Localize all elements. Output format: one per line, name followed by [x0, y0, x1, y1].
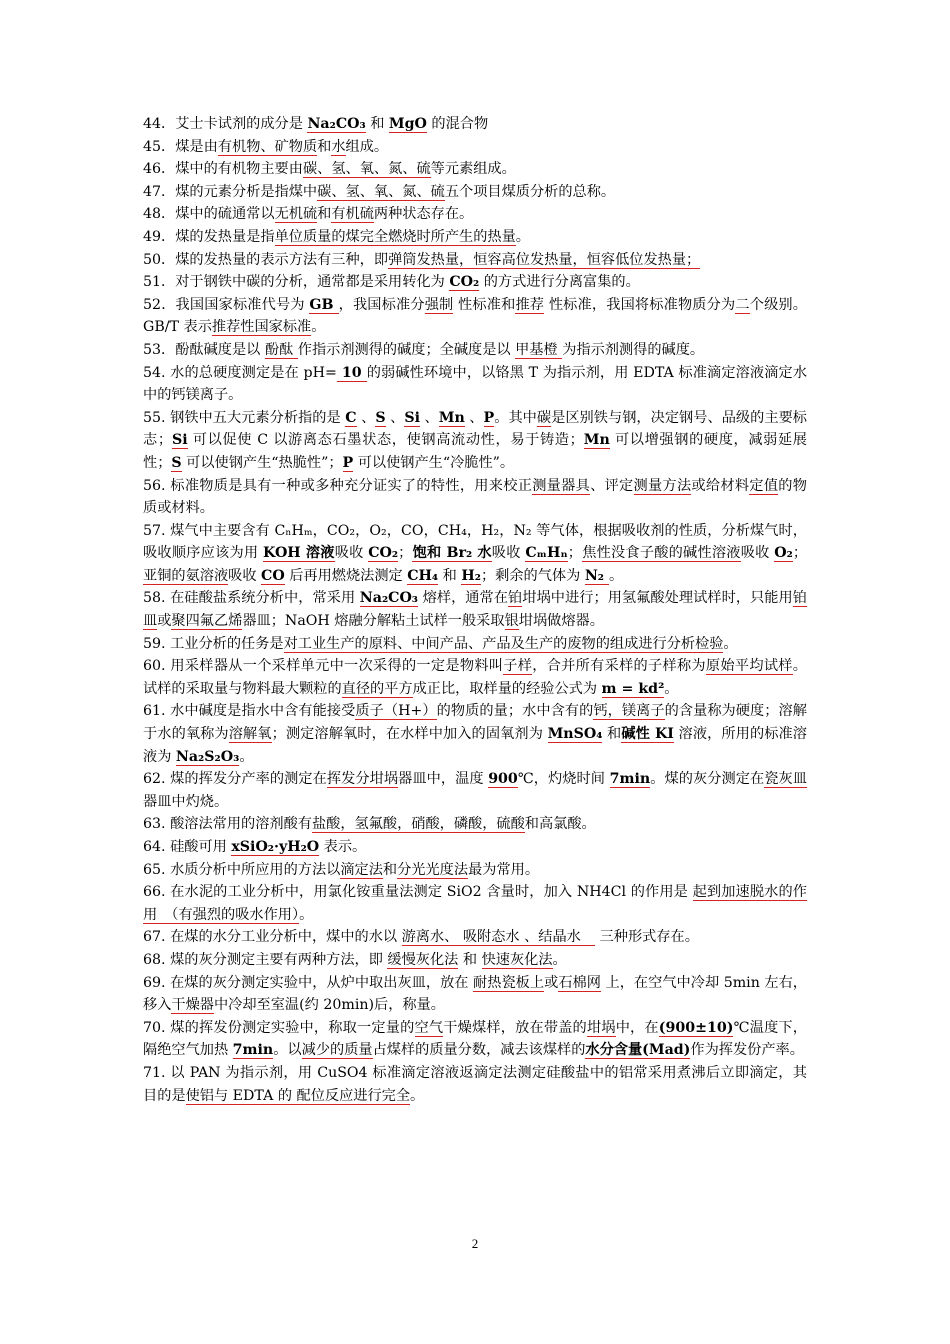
- answer-blank: 单位质量的煤完全燃烧时所产生的热量: [274, 228, 516, 245]
- question-text: 可以增强钢的硬度，减弱延展性；: [143, 432, 807, 471]
- answer-blank: Mn: [438, 409, 465, 426]
- question-item: [143, 836, 807, 859]
- answer-blank: 酚酞: [264, 341, 298, 358]
- question-text: 的物质的量；水中含有的: [436, 703, 594, 720]
- answer-blank: 10: [336, 364, 367, 381]
- answer-blank: Si: [172, 432, 188, 449]
- question-text: ，合并所有采样的子样称为: [532, 658, 706, 675]
- answer-blank: 石棉网: [558, 974, 601, 991]
- question-text: 组成。: [345, 138, 389, 155]
- question-text: 。以: [273, 1042, 302, 1059]
- answer-blank: 强制: [424, 296, 454, 313]
- answer-blank: P: [483, 409, 495, 426]
- answer-blank: Na₂CO₃: [359, 590, 419, 607]
- question-text: 71. 以 PAN 为指示剂，用 CuSO4 标准滴定溶液返滴定法测定硅酸盐中的铝常采用煮沸后立即滴定，其目的是: [143, 1064, 807, 1104]
- answer-blank: Na₂CO₃: [307, 116, 366, 132]
- question-item: [143, 136, 807, 159]
- answer-blank: 碳: [536, 409, 552, 426]
- question-text: 为指示剂测得的碱度。: [562, 341, 705, 358]
- answer-blank: 饱和 Br₂ 水: [412, 545, 492, 562]
- question-text: 中冷却至室温(约 20min)后，称量。: [213, 997, 445, 1014]
- answer-blank: S: [171, 454, 182, 471]
- question-item: [143, 972, 807, 1017]
- question-text: 61. 水中碱度是指水中含有能接受: [143, 703, 356, 720]
- answer-blank: CO: [261, 567, 285, 584]
- question-text: 性标准和: [453, 296, 516, 313]
- question-text: 58. 在硅酸盐系统分析中，常采用: [143, 590, 360, 607]
- question-text: 和: [438, 567, 462, 584]
- answer-blank: 原始平均试样: [705, 658, 793, 675]
- question-text: 52．我国国家标准代号为: [143, 296, 310, 313]
- question-text: 。其中: [494, 409, 537, 426]
- question-text: 57. 煤气中主要含有 CₙHₘ，CO₂，O₂，CO，CH₄，H₂，N₂ 等气体，根据吸收剂的性质，分析煤气时，吸收顺序应该为用: [143, 522, 807, 562]
- question-text: 个级别。GB/T 表示: [143, 296, 807, 336]
- question-text: 68. 煤的灰分测定主要有两种方法，即: [143, 951, 388, 968]
- question-item: [143, 475, 807, 520]
- question-text: 最为常用。: [468, 861, 540, 878]
- question-item: [143, 926, 807, 949]
- question-text: 63. 酸溶法常用的溶剂酸有: [143, 816, 312, 833]
- question-text: 49．煤的发热量是指: [143, 228, 275, 245]
- answer-blank: 挥发分坩埚: [326, 771, 399, 788]
- answer-blank: H₂: [461, 567, 481, 584]
- question-text: 作指示剂测得的碱度；全碱度是以: [297, 341, 516, 358]
- question-text: 69. 在煤的灰分测定实验中，从炉中取出灰皿，放在: [143, 974, 474, 991]
- question-text: 、评定: [590, 477, 634, 494]
- question-text: 。: [239, 748, 254, 765]
- answer-blank: 起到加速脱水的作用 （有强烈的吸水作用）: [143, 884, 807, 923]
- answer-blank: 水分含量(Mad): [585, 1042, 691, 1059]
- question-item: [143, 587, 807, 632]
- answer-blank: (900±10): [658, 1019, 734, 1036]
- answer-blank: O₂: [774, 545, 793, 562]
- answer-blank: 坩埚: [586, 1019, 616, 1036]
- answer-blank: N₂: [584, 567, 609, 584]
- question-text: 66. 在水泥的工业分析中，用氯化铵重量法测定 SiO2 含量时，加入 NH4Cl 的作用是: [143, 884, 693, 901]
- answer-blank: 有机硫: [331, 206, 374, 223]
- answer-blank: MgO: [388, 116, 427, 132]
- answer-blank: 溶解氧: [228, 726, 272, 743]
- question-text: 64. 硅酸可用: [143, 839, 232, 855]
- question-text: 。: [608, 567, 624, 584]
- question-text: 。试样的采取量与物料最大颗粒的: [143, 658, 807, 697]
- question-item: [143, 339, 807, 362]
- question-item: [143, 249, 807, 272]
- answer-blank: m = kd²: [601, 680, 665, 697]
- answer-blank: C: [345, 409, 357, 426]
- question-text: 或给材料: [691, 477, 750, 494]
- question-text: 坩埚做熔器。: [518, 613, 604, 630]
- question-text: ；: [567, 545, 582, 562]
- question-text: 50．煤的发热量的表示方法有三种，即: [143, 251, 389, 268]
- answer-blank: S: [375, 409, 386, 426]
- question-text: 。: [552, 951, 567, 968]
- answer-blank: xSiO₂·yH₂O: [231, 839, 320, 855]
- question-item: [143, 633, 807, 656]
- answer-blank: CO₂: [449, 274, 480, 291]
- question-item: [143, 949, 807, 972]
- answer-blank: 焦性没食子酸的碱性溶液: [581, 545, 741, 562]
- answer-blank: 滴定法: [340, 861, 383, 878]
- question-text: 。: [410, 1087, 425, 1104]
- question-item: [143, 294, 807, 339]
- answer-blank: 缓慢灰化法: [387, 951, 459, 968]
- question-text: 53．酚酞碱度是以: [143, 341, 265, 358]
- question-text: 上，在空气中冷却 5min 左右，移入: [143, 974, 807, 1014]
- answer-blank: Na₂S₂O₃: [175, 748, 240, 765]
- question-item: [143, 655, 807, 700]
- question-text: 65. 水质分析中所应用的方法以: [143, 861, 341, 878]
- answer-blank: Si: [404, 409, 420, 426]
- question-text: 是区别铁与钢，决定钢号、品级的主要标志；: [143, 409, 807, 449]
- answer-blank: 空气: [414, 1019, 444, 1036]
- question-text: 和: [317, 138, 332, 155]
- question-text: 70. 煤的挥发份测定实验中，称取一定量的: [143, 1019, 415, 1036]
- question-text: 五个项目煤质分析的总称。: [444, 183, 616, 200]
- question-text: 60. 用采样器从一个采样单元中一次采得的一定是物料叫: [143, 658, 504, 675]
- answer-blank: CO₂: [368, 545, 399, 562]
- answer-blank: 质子（H+）: [355, 703, 437, 720]
- question-text: 。: [515, 228, 530, 245]
- question-text: 的混合物: [426, 116, 489, 132]
- question-text: 等元素组成。: [430, 161, 516, 178]
- answer-blank: 耐热瓷板上: [473, 974, 545, 991]
- question-text: 后再用燃烧法测定: [284, 567, 408, 584]
- question-text: 51．对于钢铁中碳的分析，通常都是采用转化为: [143, 274, 450, 291]
- question-text: 中，在: [615, 1019, 659, 1036]
- question-text: 55. 钢铁中五大元素分析指的是: [143, 409, 346, 426]
- question-text: 59. 工业分析的任务是: [143, 635, 284, 652]
- question-text: 或: [544, 974, 559, 991]
- question-text: ；: [792, 545, 808, 562]
- question-text: 坩埚中进行；用氢氟酸处理试样时，只能用: [522, 590, 793, 607]
- question-text: 和: [382, 861, 398, 878]
- question-item: [143, 271, 807, 294]
- question-text: 三种形式存在。: [595, 929, 699, 946]
- answer-blank: 铂: [508, 590, 523, 607]
- answer-blank: GB: [309, 296, 339, 313]
- question-item: [143, 1062, 807, 1107]
- question-text: 54. 水的总硬度测定是在 pH=: [143, 364, 337, 381]
- question-item: [143, 407, 807, 475]
- question-text: 48．煤中的硫通常以: [143, 206, 275, 223]
- question-item: [143, 813, 807, 836]
- answer-blank: 7min: [232, 1042, 274, 1059]
- question-text: 表示。: [319, 839, 367, 855]
- question-item: [143, 362, 807, 407]
- question-text: 的方式进行分离富集的。: [479, 274, 640, 291]
- document-body: [143, 113, 807, 1107]
- question-item: [143, 181, 807, 204]
- answer-blank: 使铝与 EDTA 的 配位反应进行完全: [185, 1087, 411, 1104]
- answer-blank: 铂皿: [143, 590, 807, 630]
- question-item: [143, 113, 807, 136]
- question-text: 的物质或材料。: [143, 477, 807, 517]
- answer-blank: 减少的质量: [301, 1042, 373, 1059]
- answer-blank: 干燥器: [171, 997, 214, 1014]
- question-text: 吸收: [491, 545, 526, 562]
- question-text: 占煤样的质量分数，减去该煤样的: [372, 1042, 586, 1059]
- answer-blank: 7min: [609, 771, 651, 788]
- question-text: 、: [385, 409, 405, 426]
- question-text: ℃，灼烧时间: [517, 771, 610, 788]
- question-text: 的弱碱性环境中，以铬黑 T 为指示剂，用 EDTA 标准滴定溶液滴定水中的钙镁离子。: [143, 364, 808, 404]
- question-item: [143, 1017, 807, 1062]
- answer-blank: 直径的平方: [341, 680, 413, 697]
- answer-blank: P: [342, 454, 354, 471]
- question-text: 56. 标准物质是具有一种或多种充分证实了的特性，用来校正: [143, 477, 533, 494]
- question-text: 45．煤是由: [143, 138, 218, 155]
- answer-blank: Mn: [583, 432, 610, 449]
- question-item: [143, 768, 807, 813]
- question-text: 和: [317, 206, 332, 223]
- question-item: [143, 859, 807, 882]
- question-text: ℃温度下，隔绝空气加热: [143, 1019, 807, 1059]
- answer-blank: 碱性 KI: [621, 726, 674, 743]
- answer-blank: 钙，镁离子: [593, 703, 665, 720]
- question-text: 。: [299, 906, 314, 923]
- question-text: 。煤的灰分测定在: [650, 771, 765, 788]
- page-number: 2: [471, 1236, 479, 1251]
- question-text: 的含量称为硬度；溶解于水的氧称为: [143, 703, 807, 743]
- question-text: 可以促使 C 以游离态石墨状态，使钢高流动性，易于铸造；: [187, 432, 584, 449]
- question-item: [143, 881, 807, 926]
- question-text: 可以使钢产生“热脆性”；: [181, 454, 343, 471]
- answer-blank: 聚四氟乙烯: [171, 613, 243, 630]
- answer-blank: 对工业生产的原料、中间产品、产品及生产的废物的组成进行分析检验: [283, 635, 724, 652]
- question-text: 和: [602, 726, 622, 743]
- answer-blank: 定值: [749, 477, 779, 494]
- question-text: 或: [157, 613, 172, 630]
- question-item: [143, 158, 807, 181]
- question-text: 44．艾士卡试剂的成分是: [143, 116, 308, 132]
- question-text: 作为挥发份产率。: [690, 1042, 804, 1059]
- question-text: 、: [464, 409, 484, 426]
- answer-blank: 弹筒发热量，恒容高位发热量，恒容低位发热量；: [388, 251, 701, 268]
- question-text: 熔样，通常在: [418, 590, 509, 607]
- question-text: 可以使钢产生“冷脆性”。: [353, 454, 515, 471]
- question-text: 两种状态存在。: [373, 206, 474, 223]
- answer-blank: 推荐: [515, 296, 545, 313]
- question-text: 器皿中灼烧。: [143, 793, 229, 810]
- answer-blank: KOH 溶液: [263, 545, 335, 562]
- answer-blank: 有机物、矿物质: [217, 138, 318, 155]
- question-text: ；剩余的气体为: [480, 567, 585, 584]
- answer-blank: 子样: [503, 658, 533, 675]
- question-text: 吸收: [740, 545, 775, 562]
- question-text: 、: [356, 409, 376, 426]
- answer-blank: 瓷灰皿: [764, 771, 807, 788]
- answer-blank: 快速灰化法: [481, 951, 553, 968]
- answer-blank: 推荐性国家标准: [211, 319, 312, 336]
- question-text: 成正比，取样量的经验公式为: [412, 680, 602, 697]
- answer-blank: 水: [331, 138, 346, 155]
- question-text: 、: [419, 409, 439, 426]
- answer-blank: 测量方法: [633, 477, 692, 494]
- question-text: ，我国标准分: [338, 296, 425, 313]
- answer-blank: 碳、氢、氧、氮、硫: [317, 183, 445, 200]
- question-text: ；: [398, 545, 413, 562]
- answer-blank: CₘHₙ: [525, 545, 568, 562]
- question-item: [143, 520, 807, 588]
- question-text: 62. 煤的挥发分产率的测定在: [143, 771, 327, 788]
- question-text: 和: [458, 951, 482, 968]
- question-text: ；测定溶解氧时，在水样中加入的固氧剂为: [271, 726, 548, 743]
- answer-blank: 甲基橙: [515, 341, 563, 358]
- answer-blank: 银: [504, 613, 519, 630]
- answer-blank: 盐酸，氢氟酸，硝酸，磷酸，硫酸: [311, 816, 525, 833]
- question-text: 。: [311, 319, 326, 336]
- question-text: 和: [365, 116, 389, 132]
- answer-blank: 900: [488, 771, 518, 788]
- answer-blank: 碳、氢、氧、氮、硫: [302, 161, 431, 178]
- question-text: 47．煤的元素分析是指煤中: [143, 183, 318, 200]
- question-item: [143, 203, 807, 226]
- question-item: [143, 226, 807, 249]
- answer-blank: CH₄: [407, 567, 439, 584]
- question-text: 。: [723, 635, 738, 652]
- question-text: 吸收: [334, 545, 369, 562]
- answer-blank: 亚铜的氨溶液: [143, 567, 229, 584]
- question-text: 46．煤中的有机物主要由: [143, 161, 303, 178]
- answer-blank: 游离水、 吸附态水 、结晶水: [401, 929, 596, 946]
- answer-blank: 无机硫: [274, 206, 318, 223]
- question-text: 。: [664, 680, 679, 697]
- answer-blank: MnSO₄: [547, 726, 603, 743]
- question-item: [143, 700, 807, 768]
- answer-blank: 二: [735, 296, 750, 313]
- question-text: 和高氯酸。: [524, 816, 596, 833]
- question-text: 干燥煤样，放在带盖的: [443, 1019, 587, 1036]
- question-text: 器皿中，温度: [398, 771, 489, 788]
- question-text: 器皿；NaOH 熔融分解粘土试样一般采取: [242, 613, 505, 630]
- question-text: 性标准，我国将标准物质分为: [544, 296, 736, 313]
- question-text: 溶液，所用的标准溶液为: [143, 726, 807, 765]
- question-text: 67. 在煤的水分工业分析中，煤中的水以: [143, 929, 402, 946]
- question-text: 吸收: [228, 567, 262, 584]
- answer-blank: 测量器具: [532, 477, 591, 494]
- answer-blank: 分光光度法: [397, 861, 469, 878]
